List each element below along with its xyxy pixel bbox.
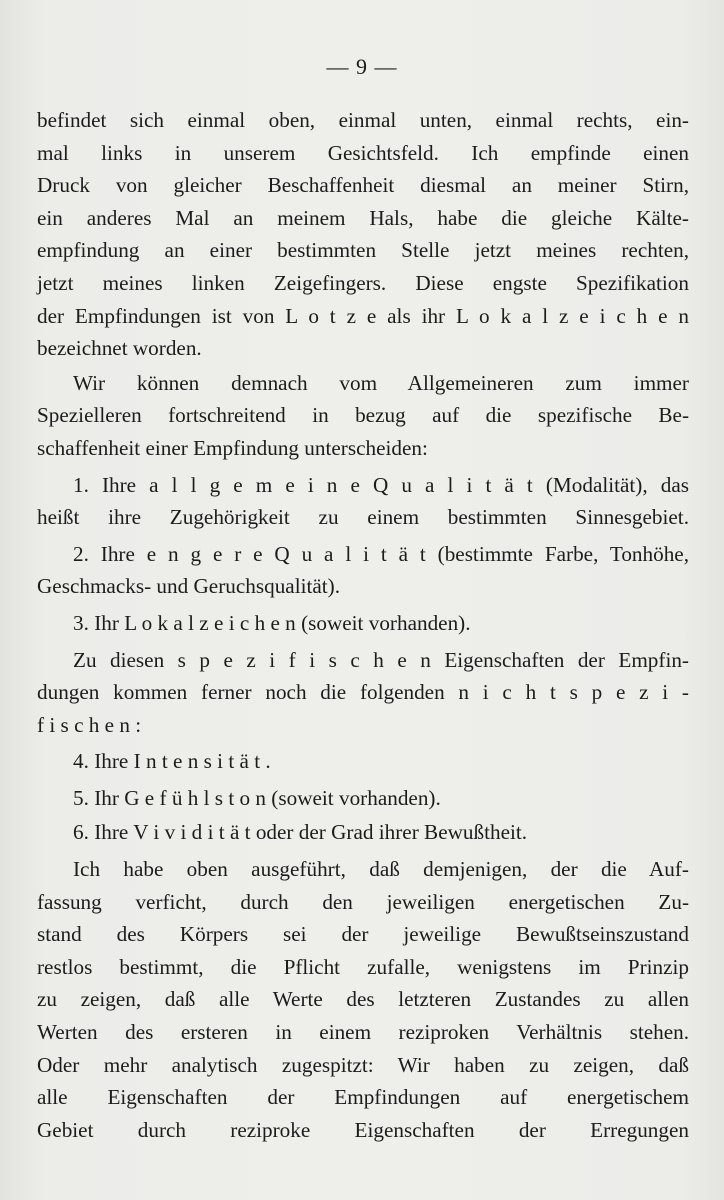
text-line: zu zeigen, daß alle Werte des letzteren Zustandes zu allen: [37, 987, 689, 1012]
text-line: restlos bestimmt, die Pflicht zufalle, wenigstens im Prinzip: [37, 954, 689, 979]
text-line: Spezielleren fortschreitend in bezug auf die spezifische Be-: [37, 403, 689, 428]
text-line: stand des Körpers sei der jeweilige Bewußtseinszustand: [37, 922, 689, 947]
text-line: alle Eigenschaften der Empfindungen auf energetischem: [37, 1085, 689, 1110]
text-line: empfindung an einer bestimmten Stelle jetzt meines rechten,: [37, 238, 689, 263]
text-line: f i s c h e n :: [37, 712, 142, 737]
list-item: 6. Ihre V i v i d i t ä t oder der Grad ihrer Bewußtheit.: [73, 820, 528, 845]
list-item: 5. Ihr G e f ü h l s t o n (soweit vorhanden).: [73, 785, 441, 810]
text-line: Wir können demnach vom Allgemeineren zum immer: [73, 370, 689, 395]
text-line: Ich habe oben ausgeführt, daß demjenigen, der die Auf-: [73, 857, 689, 882]
text-line: Druck von gleicher Beschaffenheit diesmal an meiner Stirn,: [37, 173, 689, 198]
text-line: der Empfindungen ist von L o t z e als ihr L o k a l z e i c h e n: [37, 303, 689, 328]
body-text: [37, 104, 689, 1146]
list-item: 3. Ihr L o k a l z e i c h e n (soweit vorhanden).: [73, 610, 471, 635]
text-line: mal links in unserem Gesichtsfeld. Ich empfinde einen: [37, 140, 689, 165]
text-line: bezeichnet worden.: [37, 336, 202, 361]
text-line: heißt ihre Zugehörigkeit zu einem bestimmten Sinnesgebiet.: [37, 505, 689, 530]
page-number: — 9 —: [326, 54, 398, 79]
text-line: Oder mehr analytisch zugespitzt: Wir haben zu zeigen, daß: [37, 1052, 689, 1077]
text-line: Werten des ersteren in einem reziproken Verhältnis stehen.: [37, 1020, 689, 1045]
text-line: ein anderes Mal an meinem Hals, habe die gleiche Kälte-: [37, 205, 689, 230]
text-line: Gebiet durch reziproke Eigenschaften der Erregungen: [37, 1117, 689, 1142]
list-item: 2. Ihre e n g e r e Q u a l i t ä t (bestimmte Farbe, Tonhöhe,: [73, 541, 689, 566]
text-line: fassung verficht, durch den jeweiligen energetischen Zu-: [37, 889, 689, 914]
text-line: jetzt meines linken Zeigefingers. Diese engste Spezifikation: [37, 270, 689, 295]
list-item: 1. Ihre a l l g e m e i n e Q u a l i t ä t (Modalität), das: [73, 472, 689, 497]
list-item: 4. Ihre I n t e n s i t ä t .: [73, 749, 271, 774]
text-line: schaffenheit einer Empfindung unterscheiden:: [37, 435, 428, 460]
text-line: befindet sich einmal oben, einmal unten, einmal rechts, ein-: [37, 108, 689, 132]
text-line: Geschmacks- und Geruchsqualität).: [37, 574, 340, 599]
text-line: Zu diesen s p e z i f i s c h e n Eigenschaften der Empfin-: [73, 647, 689, 672]
text-line: dungen kommen ferner noch die folgenden n i c h t s p e z i -: [37, 680, 689, 705]
